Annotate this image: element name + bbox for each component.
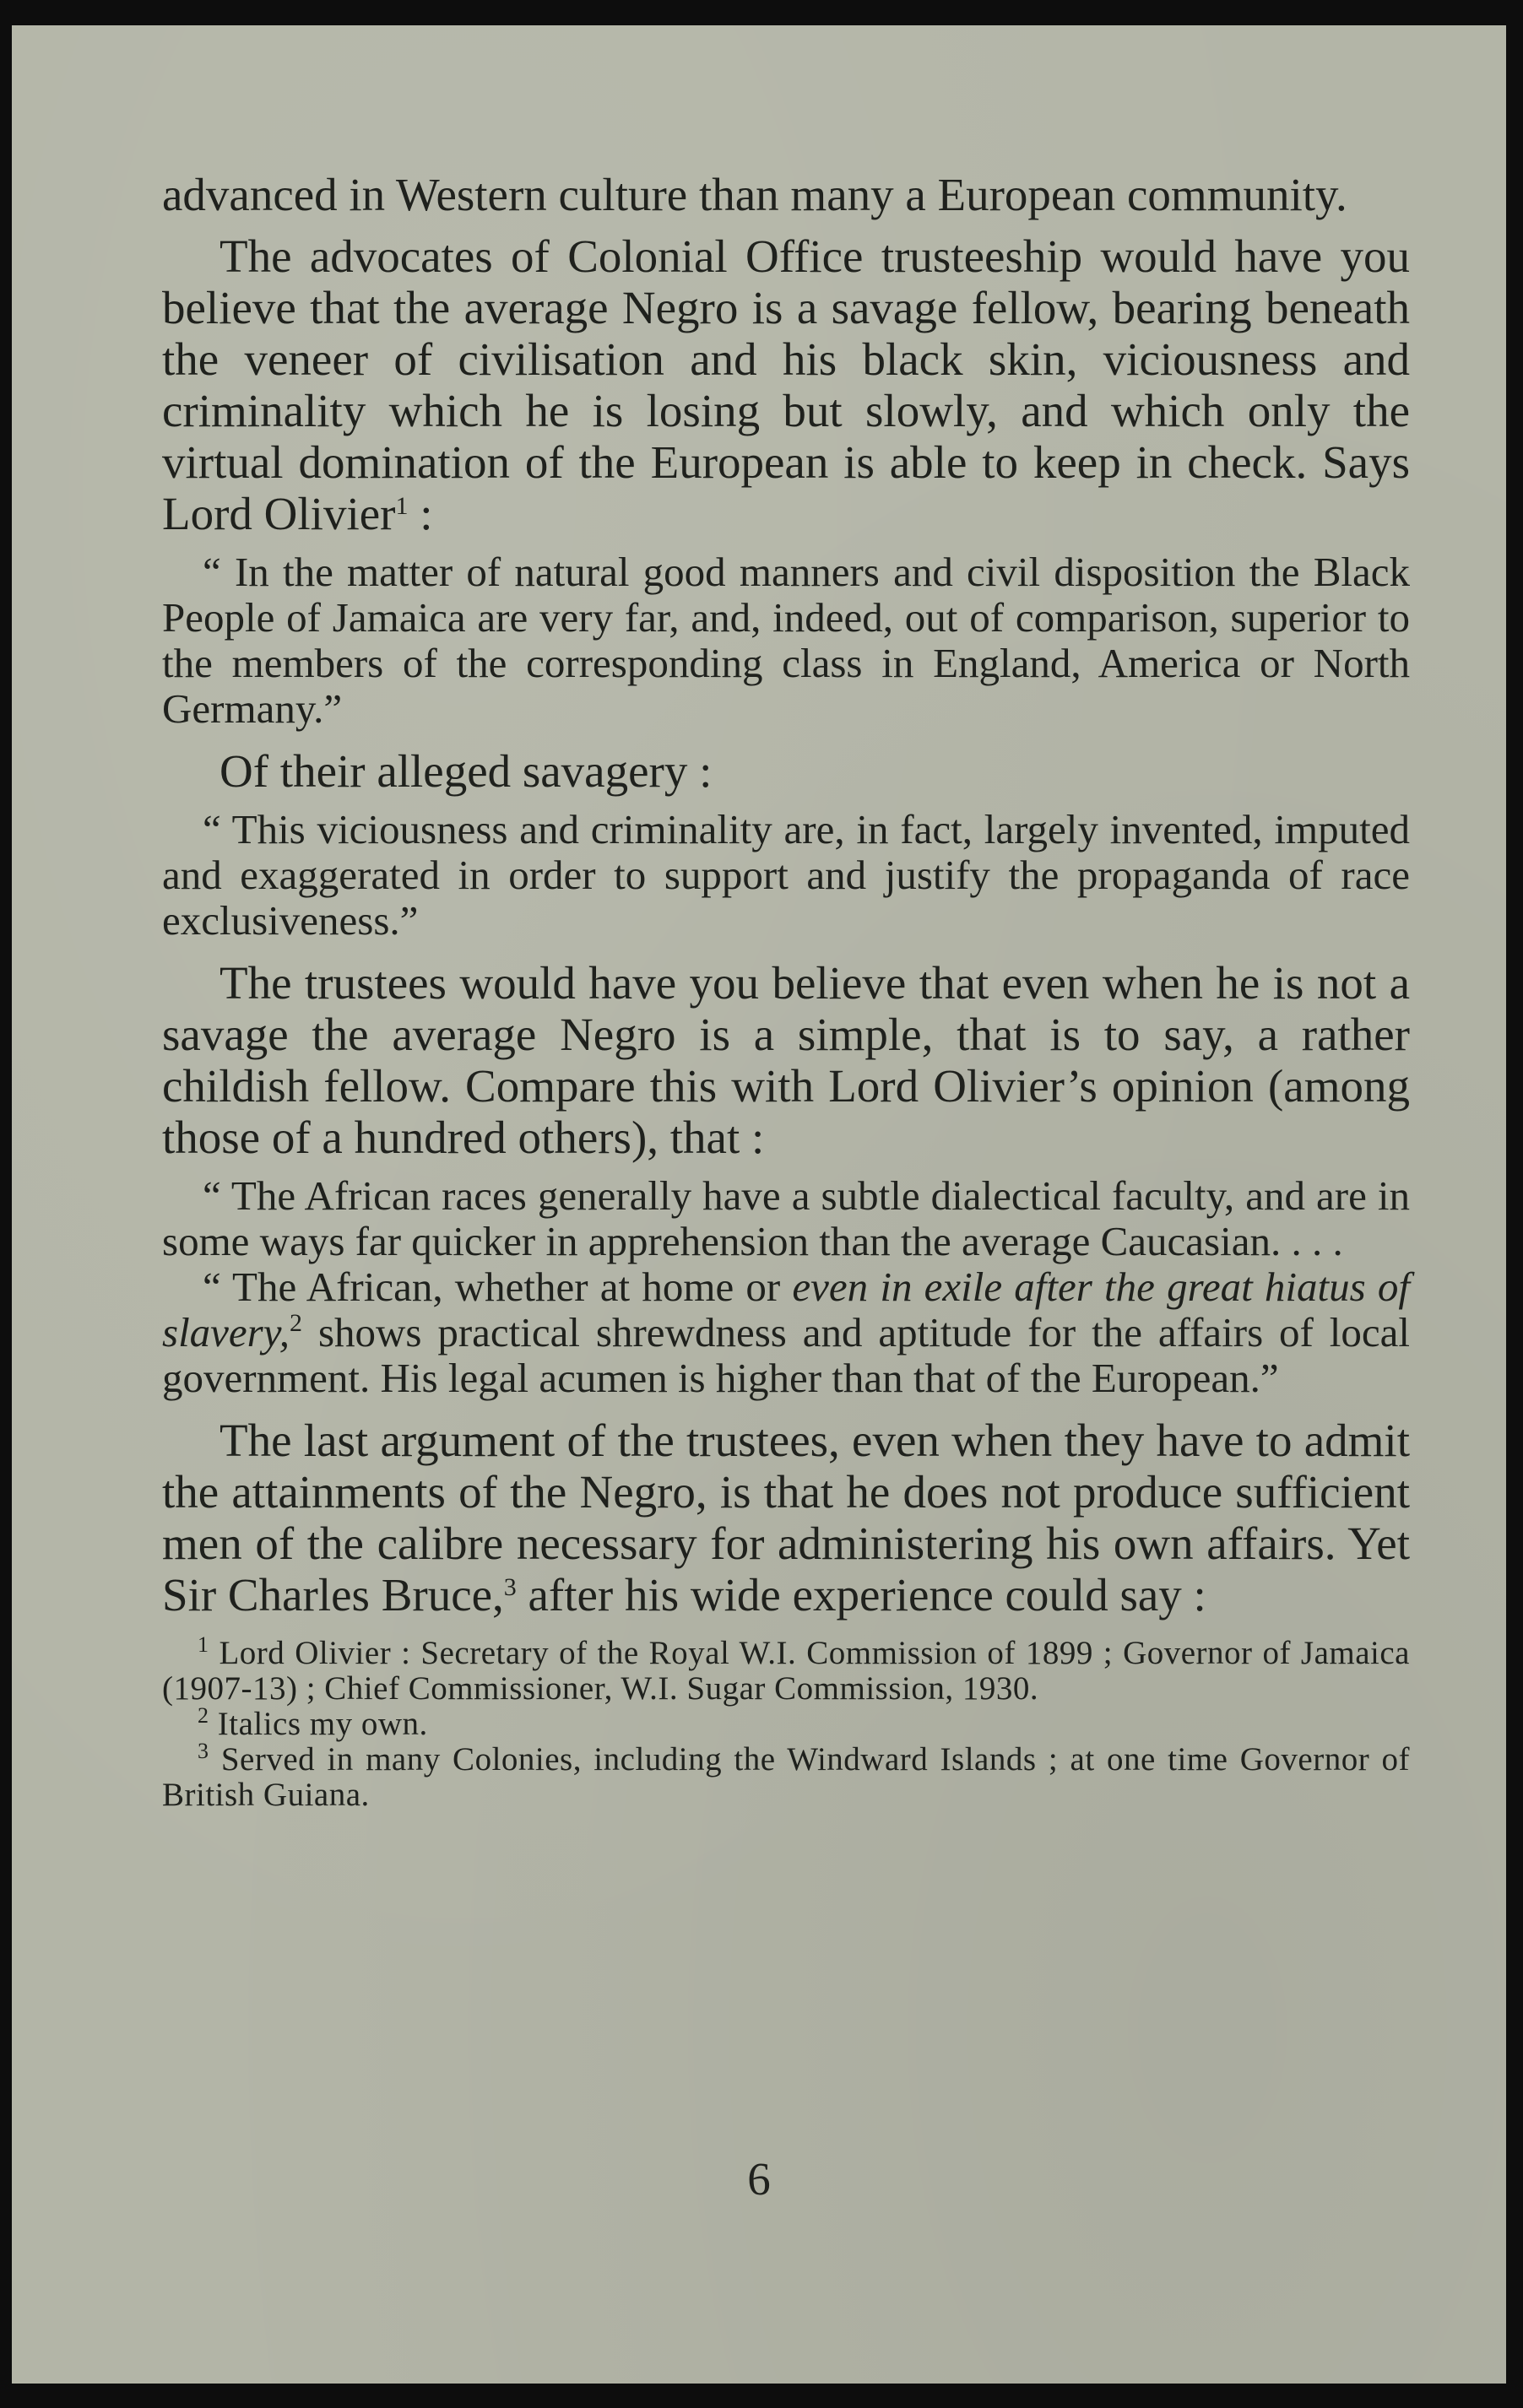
footnote-text: Lord Olivier : Secretary of the Royal W.I. Commission of 1899 ; Governor of Jamaica (1907-13) ; Chief Commissioner, W.I. Sugar Commission, 1930.	[162, 1635, 1410, 1707]
footnotes	[162, 1632, 1410, 1813]
paragraph-text: The trustees would have you believe that even when he is not a savage the average Negro is a simple, that is to say, a rather childish fellow. Compare this with Lord Olivier’s opinion (among those of a hundred others), that :	[162, 957, 1410, 1163]
body-text	[162, 169, 1410, 1813]
paragraph-text: after his wide experience could say :	[516, 1569, 1206, 1621]
quote-manners	[162, 549, 1410, 732]
paragraph-savagery	[162, 745, 1410, 797]
footnote-text: Italics my own.	[217, 1706, 428, 1742]
footnote-2	[162, 1703, 1410, 1742]
quote-text: “ This viciousness and criminality are, in fact, largely invented, imputed and exaggerated in order to support and justify the propaganda of race exclusiveness.”	[162, 806, 1410, 944]
footnote-mark: 2	[290, 1309, 303, 1337]
quote-dialectical	[162, 1173, 1410, 1264]
footnote-1	[162, 1632, 1410, 1707]
italic-text: even in exile after the great hiatus of slavery,	[162, 1264, 1410, 1356]
paragraph-text: The advocates of Colonial Office trusteeship would have you believe that the average Negro is a savage fellow, bearing beneath the veneer of civilisation and his black skin, viciousness and criminality which he is losing but slowly, and which only the virtual domination of the European is able to keep in check. Says Lord Olivier	[162, 230, 1410, 539]
quote-text: “ In the matter of natural good manners and civil disposition the Black People of Jamaica are very far, and, indeed, out of comparison, superior to the members of the corresponding class in England, America or North Germany.”	[162, 549, 1410, 732]
paragraph-text: advanced in Western culture than many a European community.	[162, 169, 1347, 220]
paragraph-childish	[162, 957, 1410, 1163]
paragraph-continuation	[162, 169, 1410, 220]
quote-viciousness	[162, 807, 1410, 944]
footnote-3	[162, 1739, 1410, 1813]
footnote-text: Served in many Colonies, including the Windward Islands ; at one time Governor of British Guiana.	[162, 1741, 1410, 1813]
paragraph-suffix: :	[408, 488, 433, 539]
footnote-number: 2	[198, 1703, 209, 1728]
page-number: 6	[747, 2153, 771, 2205]
quote-government	[162, 1264, 1410, 1401]
paragraph-text: Of their alleged savagery :	[220, 745, 713, 797]
footnote-mark: 3	[503, 1573, 517, 1601]
footnote-mark: 1	[395, 492, 409, 520]
quote-text: shows practical shrewdness and aptitude for the affairs of local government. His legal acumen is higher than that of the European.”	[162, 1309, 1410, 1401]
book-page	[12, 25, 1506, 2384]
paragraph-last-argument	[162, 1415, 1410, 1621]
paragraph-text: The last argument of the trustees, even when they have to admit the attainments of the Negro, is that he does not produce sufficient men of the calibre necessary for administering his own affairs. Yet Sir Charles Bruce,	[162, 1415, 1410, 1621]
quote-text: “ The African, whether at home or	[203, 1264, 793, 1310]
quote-text: “ The African races generally have a subtle dialectical faculty, and are in some ways far quicker in apprehension than the average Caucasian. . . .	[162, 1172, 1410, 1264]
footnote-number: 3	[198, 1739, 209, 1763]
paragraph-trusteeship	[162, 230, 1410, 539]
footnote-number: 1	[198, 1632, 209, 1657]
